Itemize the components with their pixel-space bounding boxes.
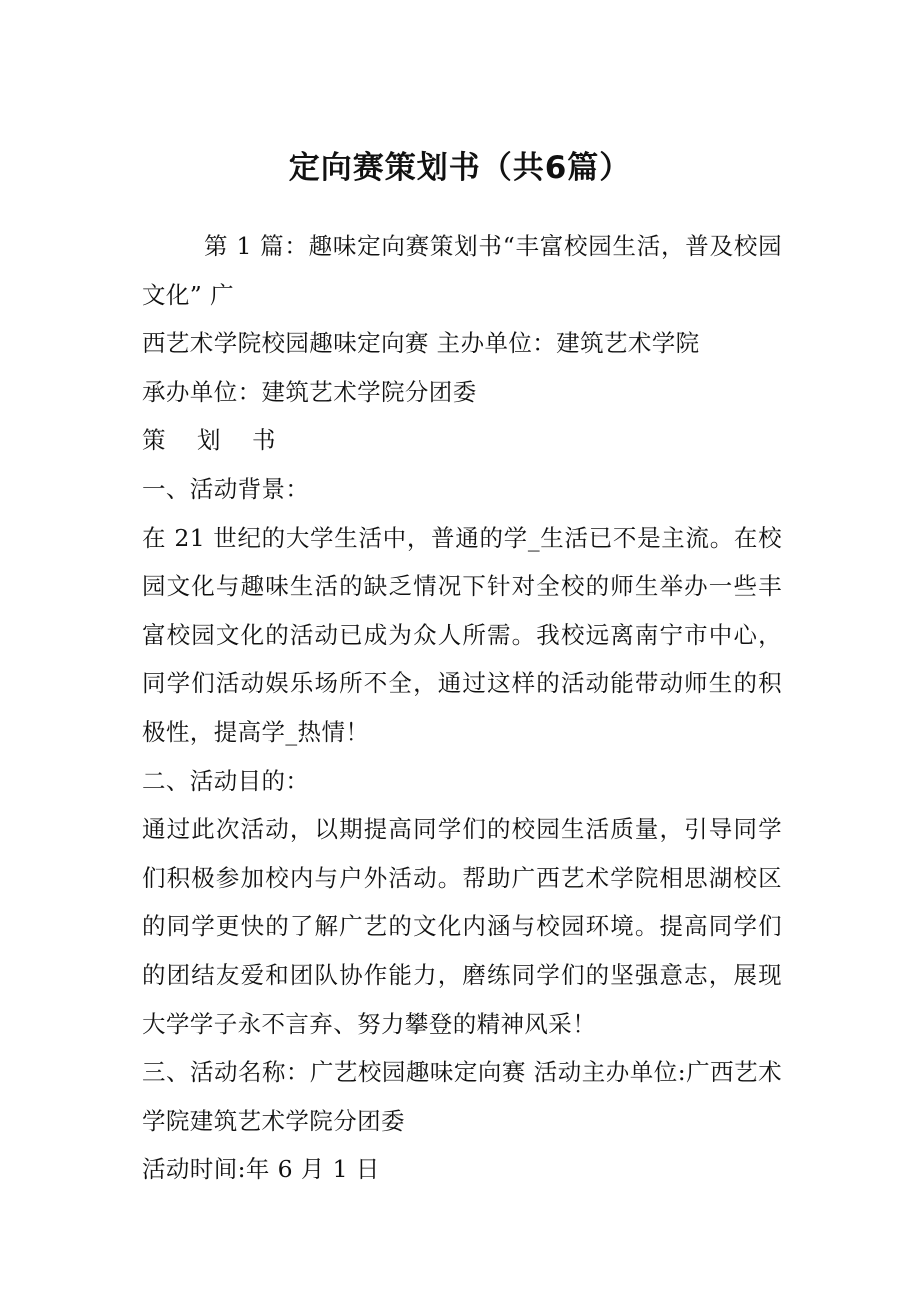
paragraph-activity-time: 活动时间:年 6 月 1 日	[142, 1155, 380, 1184]
paragraph-organizer: 西艺术学院校园趣味定向赛 主办单位：建筑艺术学院	[142, 329, 700, 358]
paragraph-background: 在 21 世纪的大学生活中，普通的学_生活已不是主流。在校园文化与趣味生活的缺乏情况下针对全校的师生举办一些丰富校园文化的活动已成为众人所需。我校远离南宁市中心，同学们活动娱乐场所不全，通过这样的活动能带动师生的积极性，提高学_热情！	[142, 523, 782, 746]
paragraph-co-organizer: 承办单位：建筑艺术学院分团委	[142, 377, 477, 406]
document-title: 定向赛策划书（共6篇）	[288, 150, 632, 186]
section-heading-background: 一、活动背景：	[142, 474, 310, 503]
section-heading-purpose: 二、活动目的：	[142, 766, 310, 795]
section-heading-plan: 策 划 书	[142, 426, 288, 455]
paragraph-intro: 第 1 篇：趣味定向赛策划书“丰富校园生活，普及校园文化” 广	[142, 232, 782, 309]
document-body	[142, 222, 782, 1194]
paragraph-purpose: 通过此次活动，以期提高同学们的校园生活质量，引导同学们积极参加校内与户外活动。帮助广西艺术学院相思湖校区的同学更快的了解广艺的文化内涵与校园环境。提高同学们的团结友爱和团队协作能力，磨练同学们的坚强意志，展现大学学子永不言弃、努力攀登的精神风采！	[142, 815, 782, 1038]
paragraph-activity-name: 三、活动名称：广艺校园趣味定向赛 活动主办单位:广西艺术学院建筑艺术学院分团委	[142, 1058, 782, 1135]
